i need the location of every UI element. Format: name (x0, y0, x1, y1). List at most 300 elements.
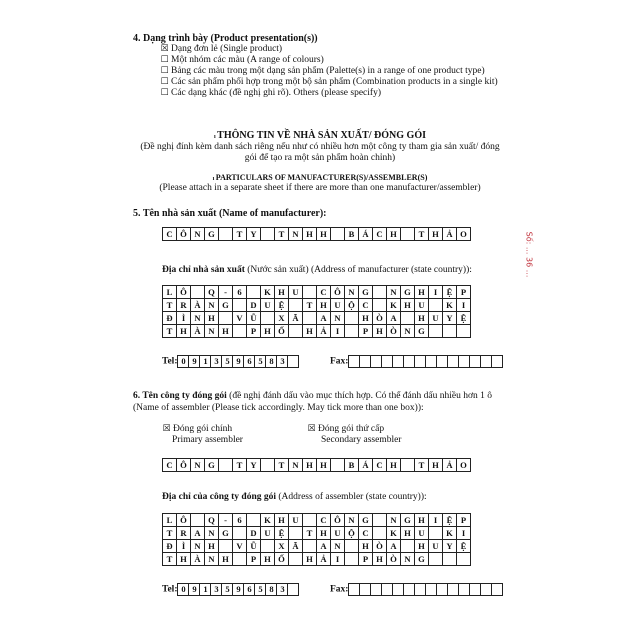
assembler-name-grid (162, 458, 471, 472)
digit-cell[interactable]: 3 (277, 356, 288, 368)
letter-cell[interactable]: T (415, 228, 429, 241)
digit-cell[interactable] (349, 584, 360, 596)
letter-cell[interactable]: Ò (373, 540, 387, 553)
section4-title: 4. Dạng trình bày (Product presentation(s)) (133, 33, 318, 44)
digit-cell[interactable] (404, 356, 415, 368)
letter-cell[interactable] (443, 325, 457, 338)
letter-cell[interactable]: Y (247, 228, 261, 241)
letter-cell[interactable]: H (387, 228, 401, 241)
letter-cell[interactable]: N (191, 540, 205, 553)
letter-cell[interactable]: O (457, 459, 471, 472)
letter-cell[interactable] (261, 459, 275, 472)
letter-cell[interactable]: K (261, 286, 275, 299)
margin-stamp: Số: ... 36 ... (524, 231, 534, 278)
letter-cell[interactable]: Y (443, 312, 457, 325)
letter-cell[interactable]: Q (205, 514, 219, 527)
letter-cell[interactable]: N (205, 553, 219, 566)
letter-cell[interactable]: P (359, 553, 373, 566)
letter-cell[interactable]: H (177, 325, 191, 338)
digit-cell[interactable] (459, 356, 470, 368)
checked-box-icon[interactable]: ☒ (307, 424, 316, 434)
letter-cell[interactable]: H (177, 553, 191, 566)
letter-cell[interactable] (289, 527, 303, 540)
digit-cell[interactable] (426, 356, 437, 368)
letter-cell[interactable]: Ò (387, 553, 401, 566)
letter-cell[interactable] (303, 514, 317, 527)
letter-cell[interactable]: P (359, 325, 373, 338)
letter-cell[interactable] (429, 325, 443, 338)
letter-cell[interactable]: R (177, 527, 191, 540)
letter-cell[interactable] (289, 299, 303, 312)
letter-cell[interactable]: P (457, 514, 471, 527)
letter-cell[interactable]: N (205, 325, 219, 338)
letter-cell[interactable] (401, 459, 415, 472)
letter-cell[interactable] (331, 228, 345, 241)
assembler-fax: Fax: (330, 583, 503, 596)
primary-assembler-option[interactable]: ☒ Đóng gói chính (162, 424, 233, 434)
letter-cell[interactable]: Đ (163, 540, 177, 553)
letter-cell[interactable]: T (303, 299, 317, 312)
letter-cell[interactable]: G (219, 527, 233, 540)
letter-cell[interactable] (429, 527, 443, 540)
letter-cell[interactable] (261, 228, 275, 241)
letter-cell[interactable]: H (261, 325, 275, 338)
letter-cell[interactable]: H (303, 228, 317, 241)
letter-cell[interactable] (373, 527, 387, 540)
digit-cell[interactable] (288, 584, 299, 596)
manufacturer-address-label: Địa chỉ nhà sản xuất (Nước sản xuất) (Address of manufacturer (state country)): (162, 265, 472, 275)
letter-cell[interactable]: U (261, 527, 275, 540)
digit-cell[interactable]: 5 (222, 356, 233, 368)
letter-cell[interactable] (247, 286, 261, 299)
letter-cell[interactable]: P (247, 325, 261, 338)
letter-cell[interactable]: H (275, 514, 289, 527)
checked-box-icon[interactable]: ☒ (162, 424, 171, 434)
letter-cell[interactable]: N (289, 459, 303, 472)
digit-cell[interactable] (393, 584, 404, 596)
letter-cell[interactable] (457, 553, 471, 566)
digit-cell[interactable] (492, 356, 503, 368)
letter-cell[interactable] (345, 553, 359, 566)
letter-cell[interactable]: N (331, 540, 345, 553)
digit-cell[interactable]: 3 (211, 356, 222, 368)
manufacturer-tel: Tel: 0 9 1 3 5 9 6 5 8 3 (162, 355, 299, 368)
letter-cell[interactable]: N (387, 286, 401, 299)
letter-cell[interactable]: T (163, 527, 177, 540)
letter-cell[interactable]: Ò (373, 312, 387, 325)
letter-cell[interactable]: Y (247, 459, 261, 472)
letter-cell[interactable] (401, 312, 415, 325)
letter-cell[interactable]: Ệ (457, 312, 471, 325)
letter-cell[interactable]: U (289, 286, 303, 299)
letter-cell[interactable] (219, 540, 233, 553)
digit-cell[interactable] (360, 356, 371, 368)
presentation-option[interactable] (160, 55, 324, 66)
letter-cell[interactable]: C (317, 514, 331, 527)
digit-cell[interactable]: 1 (200, 356, 211, 368)
letter-cell[interactable]: Ộ (345, 527, 359, 540)
manufacturer-header-vi: ı THÔNG TIN VỀ NHÀ SẢN XUẤT/ ĐÓNG GÓI (214, 130, 426, 141)
letter-cell[interactable]: N (289, 228, 303, 241)
letter-cell[interactable]: - (219, 514, 233, 527)
letter-cell[interactable]: G (205, 459, 219, 472)
letter-cell[interactable]: Ì (177, 540, 191, 553)
letter-cell[interactable] (219, 312, 233, 325)
letter-cell[interactable]: À (191, 553, 205, 566)
digit-cell[interactable]: 9 (233, 584, 244, 596)
digit-cell[interactable]: 5 (255, 584, 266, 596)
letter-cell[interactable]: K (387, 527, 401, 540)
checkbox-icon[interactable]: ☐ (160, 88, 169, 98)
letter-cell[interactable]: N (331, 312, 345, 325)
digit-cell[interactable] (492, 584, 503, 596)
letter-cell[interactable]: A (387, 312, 401, 325)
letter-cell[interactable]: H (429, 459, 443, 472)
letter-cell[interactable]: H (317, 459, 331, 472)
presentation-option[interactable] (160, 44, 282, 55)
letter-cell[interactable]: Ả (317, 553, 331, 566)
letter-cell[interactable]: I (457, 299, 471, 312)
presentation-option[interactable] (160, 66, 485, 77)
letter-cell[interactable]: Ệ (443, 286, 457, 299)
letter-cell[interactable]: Ộ (345, 299, 359, 312)
letter-cell[interactable]: K (387, 299, 401, 312)
digit-cell[interactable] (288, 356, 299, 368)
letter-cell[interactable]: K (443, 299, 457, 312)
letter-cell[interactable]: C (163, 459, 177, 472)
digit-cell[interactable]: 3 (211, 584, 222, 596)
digit-cell[interactable] (415, 356, 426, 368)
letter-cell[interactable] (233, 527, 247, 540)
letter-cell[interactable]: R (177, 299, 191, 312)
letter-cell[interactable]: N (387, 514, 401, 527)
letter-cell[interactable]: N (401, 553, 415, 566)
letter-cell[interactable] (429, 553, 443, 566)
letter-cell[interactable]: G (415, 553, 429, 566)
letter-cell[interactable]: U (289, 514, 303, 527)
letter-cell[interactable]: I (457, 527, 471, 540)
assembler-fax-grid (348, 583, 503, 596)
letter-cell[interactable]: H (373, 553, 387, 566)
letter-cell[interactable] (457, 325, 471, 338)
letter-cell[interactable] (247, 514, 261, 527)
letter-cell[interactable]: C (359, 527, 373, 540)
letter-cell[interactable]: D (247, 299, 261, 312)
digit-cell[interactable]: 6 (244, 584, 255, 596)
letter-cell[interactable] (219, 228, 233, 241)
digit-cell[interactable] (448, 584, 459, 596)
letter-cell[interactable]: Ô (177, 228, 191, 241)
letter-cell[interactable]: U (331, 299, 345, 312)
letter-cell[interactable]: C (373, 228, 387, 241)
manufacturer-note-vi-2: gói để tạo ra một sản phẩm hoàn chỉnh) (244, 153, 396, 163)
letter-cell[interactable]: N (345, 514, 359, 527)
letter-cell[interactable] (219, 459, 233, 472)
letter-cell[interactable]: O (457, 228, 471, 241)
letter-cell[interactable]: Ô (177, 286, 191, 299)
letter-cell[interactable]: T (275, 459, 289, 472)
letter-cell[interactable]: A (317, 312, 331, 325)
letter-cell[interactable] (289, 553, 303, 566)
letter-cell[interactable]: A (387, 540, 401, 553)
letter-cell[interactable]: N (205, 299, 219, 312)
letter-cell[interactable]: Ệ (275, 299, 289, 312)
letter-cell[interactable]: C (163, 228, 177, 241)
manufacturer-name-grid (162, 227, 471, 241)
letter-cell[interactable]: H (415, 514, 429, 527)
letter-cell[interactable] (331, 459, 345, 472)
letter-cell[interactable]: T (415, 459, 429, 472)
letter-cell[interactable]: Ố (275, 325, 289, 338)
letter-cell[interactable]: B (345, 459, 359, 472)
letter-cell[interactable]: À (191, 299, 205, 312)
letter-cell[interactable]: T (233, 459, 247, 472)
letter-cell[interactable]: V (233, 312, 247, 325)
letter-cell[interactable]: Ũ (247, 540, 261, 553)
letter-cell[interactable]: Ố (275, 553, 289, 566)
letter-cell[interactable]: H (219, 553, 233, 566)
letter-cell[interactable] (261, 312, 275, 325)
letter-cell[interactable]: Ô (177, 514, 191, 527)
letter-cell[interactable] (233, 299, 247, 312)
digit-cell[interactable] (437, 356, 448, 368)
letter-cell[interactable]: L (163, 286, 177, 299)
letter-cell[interactable]: U (261, 299, 275, 312)
letter-cell[interactable]: C (373, 459, 387, 472)
letter-cell[interactable]: G (401, 514, 415, 527)
checkbox-icon[interactable]: ☐ (160, 55, 169, 65)
letter-cell[interactable]: H (429, 228, 443, 241)
letter-cell[interactable]: D (247, 527, 261, 540)
letter-cell[interactable]: H (401, 299, 415, 312)
letter-cell[interactable]: P (457, 286, 471, 299)
letter-cell[interactable]: T (163, 299, 177, 312)
letter-cell[interactable]: G (359, 514, 373, 527)
digit-cell[interactable] (470, 356, 481, 368)
checkbox-icon[interactable]: ☐ (160, 66, 169, 76)
digit-cell[interactable]: 9 (189, 584, 200, 596)
letter-cell[interactable]: G (359, 286, 373, 299)
letter-cell[interactable]: H (317, 527, 331, 540)
letter-cell[interactable]: Ô (177, 459, 191, 472)
letter-cell[interactable]: Ò (387, 325, 401, 338)
letter-cell[interactable]: T (233, 228, 247, 241)
letter-cell[interactable]: H (219, 325, 233, 338)
letter-cell[interactable]: T (163, 325, 177, 338)
letter-cell[interactable]: Á (359, 228, 373, 241)
digit-cell[interactable] (470, 584, 481, 596)
letter-cell[interactable]: G (401, 286, 415, 299)
digit-cell[interactable] (448, 356, 459, 368)
section5-title: 5. Tên nhà sản xuất (Name of manufacturer): (133, 208, 327, 219)
letter-cell[interactable]: H (303, 553, 317, 566)
letter-cell[interactable]: V (233, 540, 247, 553)
letter-cell[interactable]: H (303, 325, 317, 338)
letter-cell[interactable]: G (205, 228, 219, 241)
letter-cell[interactable]: Q (205, 286, 219, 299)
letter-cell[interactable]: T (275, 228, 289, 241)
letter-cell[interactable]: H (415, 312, 429, 325)
letter-cell[interactable]: A (191, 527, 205, 540)
letter-cell[interactable]: N (191, 228, 205, 241)
letter-cell[interactable]: N (345, 286, 359, 299)
letter-cell[interactable] (289, 325, 303, 338)
letter-cell[interactable]: Ũ (247, 312, 261, 325)
digit-cell[interactable] (426, 584, 437, 596)
letter-cell[interactable]: P (247, 553, 261, 566)
digit-cell[interactable]: 9 (189, 356, 200, 368)
letter-cell[interactable] (373, 299, 387, 312)
letter-cell[interactable] (345, 312, 359, 325)
letter-cell[interactable] (233, 325, 247, 338)
presentation-option[interactable] (160, 77, 498, 88)
letter-cell[interactable]: Ô (331, 286, 345, 299)
letter-cell[interactable]: 6 (233, 514, 247, 527)
digit-cell[interactable] (404, 584, 415, 596)
letter-cell[interactable]: L (163, 514, 177, 527)
digit-cell[interactable] (382, 584, 393, 596)
letter-cell[interactable]: - (219, 286, 233, 299)
letter-cell[interactable]: H (205, 540, 219, 553)
letter-cell[interactable]: Y (443, 540, 457, 553)
letter-cell[interactable] (191, 514, 205, 527)
letter-cell[interactable] (191, 286, 205, 299)
letter-cell[interactable]: H (415, 540, 429, 553)
letter-cell[interactable]: H (275, 286, 289, 299)
presentation-option[interactable] (160, 88, 381, 99)
letter-cell[interactable]: N (401, 325, 415, 338)
digit-cell[interactable]: 6 (244, 356, 255, 368)
letter-cell[interactable]: B (345, 228, 359, 241)
letter-cell[interactable]: H (359, 312, 373, 325)
letter-cell[interactable]: Ã (289, 312, 303, 325)
letter-cell[interactable]: H (317, 299, 331, 312)
letter-cell[interactable]: 6 (233, 286, 247, 299)
letter-cell[interactable]: Á (359, 459, 373, 472)
letter-cell[interactable] (429, 299, 443, 312)
letter-cell[interactable]: A (317, 540, 331, 553)
digit-cell[interactable] (393, 356, 404, 368)
letter-cell[interactable]: H (373, 325, 387, 338)
letter-cell[interactable]: T (303, 527, 317, 540)
letter-cell[interactable]: Ả (443, 228, 457, 241)
presentation-option-label: Các dạng khác (đề nghị ghi rõ). Others (please specify) (171, 88, 381, 98)
checked-box-icon[interactable]: ☒ (160, 44, 169, 54)
letter-cell[interactable]: U (415, 299, 429, 312)
bullet-icon: ı (214, 134, 218, 140)
digit-cell[interactable] (371, 584, 382, 596)
letter-cell[interactable]: Ã (289, 540, 303, 553)
letter-cell[interactable]: C (359, 299, 373, 312)
letter-cell[interactable]: H (401, 527, 415, 540)
digit-cell[interactable] (349, 356, 360, 368)
digit-cell[interactable]: 1 (200, 584, 211, 596)
letter-cell[interactable] (303, 312, 317, 325)
letter-cell[interactable] (443, 553, 457, 566)
letter-cell[interactable]: U (331, 527, 345, 540)
letter-cell[interactable] (401, 228, 415, 241)
letter-cell[interactable]: G (415, 325, 429, 338)
letter-cell[interactable]: Đ (163, 312, 177, 325)
letter-cell[interactable]: Ệ (457, 540, 471, 553)
letter-cell[interactable]: N (191, 459, 205, 472)
letter-cell[interactable]: U (429, 540, 443, 553)
letter-cell[interactable]: Ệ (275, 527, 289, 540)
letter-cell[interactable]: U (415, 527, 429, 540)
secondary-assembler-option[interactable]: ☒ Đóng gói thứ cấp (307, 424, 385, 434)
letter-cell[interactable] (345, 325, 359, 338)
letter-cell[interactable]: H (261, 553, 275, 566)
digit-cell[interactable]: 5 (255, 356, 266, 368)
primary-assembler-en: Primary assembler (172, 435, 243, 445)
digit-cell[interactable]: 8 (266, 356, 277, 368)
letter-cell[interactable]: H (387, 459, 401, 472)
letter-cell[interactable]: À (191, 325, 205, 338)
letter-cell[interactable]: I (331, 553, 345, 566)
letter-cell[interactable]: N (205, 527, 219, 540)
letter-cell[interactable]: Ô (331, 514, 345, 527)
letter-cell[interactable]: K (443, 527, 457, 540)
digit-cell[interactable] (437, 584, 448, 596)
letter-cell[interactable] (303, 540, 317, 553)
digit-cell[interactable] (371, 356, 382, 368)
letter-cell[interactable]: I (429, 514, 443, 527)
letter-cell[interactable]: H (415, 286, 429, 299)
letter-cell[interactable]: I (429, 286, 443, 299)
letter-cell[interactable] (303, 286, 317, 299)
letter-cell[interactable] (401, 540, 415, 553)
letter-cell[interactable] (373, 514, 387, 527)
letter-cell[interactable]: Ả (317, 325, 331, 338)
letter-cell[interactable]: X (275, 540, 289, 553)
letter-cell[interactable]: Ả (443, 459, 457, 472)
letter-cell[interactable]: N (191, 312, 205, 325)
digit-cell[interactable]: 9 (233, 356, 244, 368)
letter-cell[interactable] (373, 286, 387, 299)
letter-cell[interactable]: X (275, 312, 289, 325)
digit-cell[interactable] (459, 584, 470, 596)
letter-cell[interactable]: Ệ (443, 514, 457, 527)
letter-cell[interactable]: U (429, 312, 443, 325)
letter-cell[interactable]: T (163, 553, 177, 566)
letter-cell[interactable]: G (219, 299, 233, 312)
manufacturer-fax-grid (348, 355, 503, 368)
digit-cell[interactable] (360, 584, 371, 596)
digit-cell[interactable]: 3 (277, 584, 288, 596)
letter-cell[interactable]: H (205, 312, 219, 325)
digit-cell[interactable]: 5 (222, 584, 233, 596)
letter-cell[interactable]: K (261, 514, 275, 527)
digit-cell[interactable]: 8 (266, 584, 277, 596)
letter-cell[interactable]: H (359, 540, 373, 553)
digit-cell[interactable]: 0 (178, 356, 189, 368)
checkbox-icon[interactable]: ☐ (160, 77, 169, 87)
presentation-option-label: Các sản phẩm phối hợp trong một bộ sản phẩm (Combination products in a single kit) (171, 77, 498, 87)
letter-cell[interactable]: Ì (177, 312, 191, 325)
digit-cell[interactable] (415, 584, 426, 596)
letter-cell[interactable] (345, 540, 359, 553)
digit-cell[interactable]: 0 (178, 584, 189, 596)
letter-cell[interactable]: I (331, 325, 345, 338)
digit-cell[interactable] (382, 356, 393, 368)
letter-cell[interactable]: C (317, 286, 331, 299)
digit-cell[interactable] (481, 584, 492, 596)
digit-cell[interactable] (481, 356, 492, 368)
letter-cell[interactable]: H (317, 228, 331, 241)
letter-cell[interactable]: H (303, 459, 317, 472)
letter-cell[interactable] (233, 553, 247, 566)
letter-cell[interactable] (261, 540, 275, 553)
